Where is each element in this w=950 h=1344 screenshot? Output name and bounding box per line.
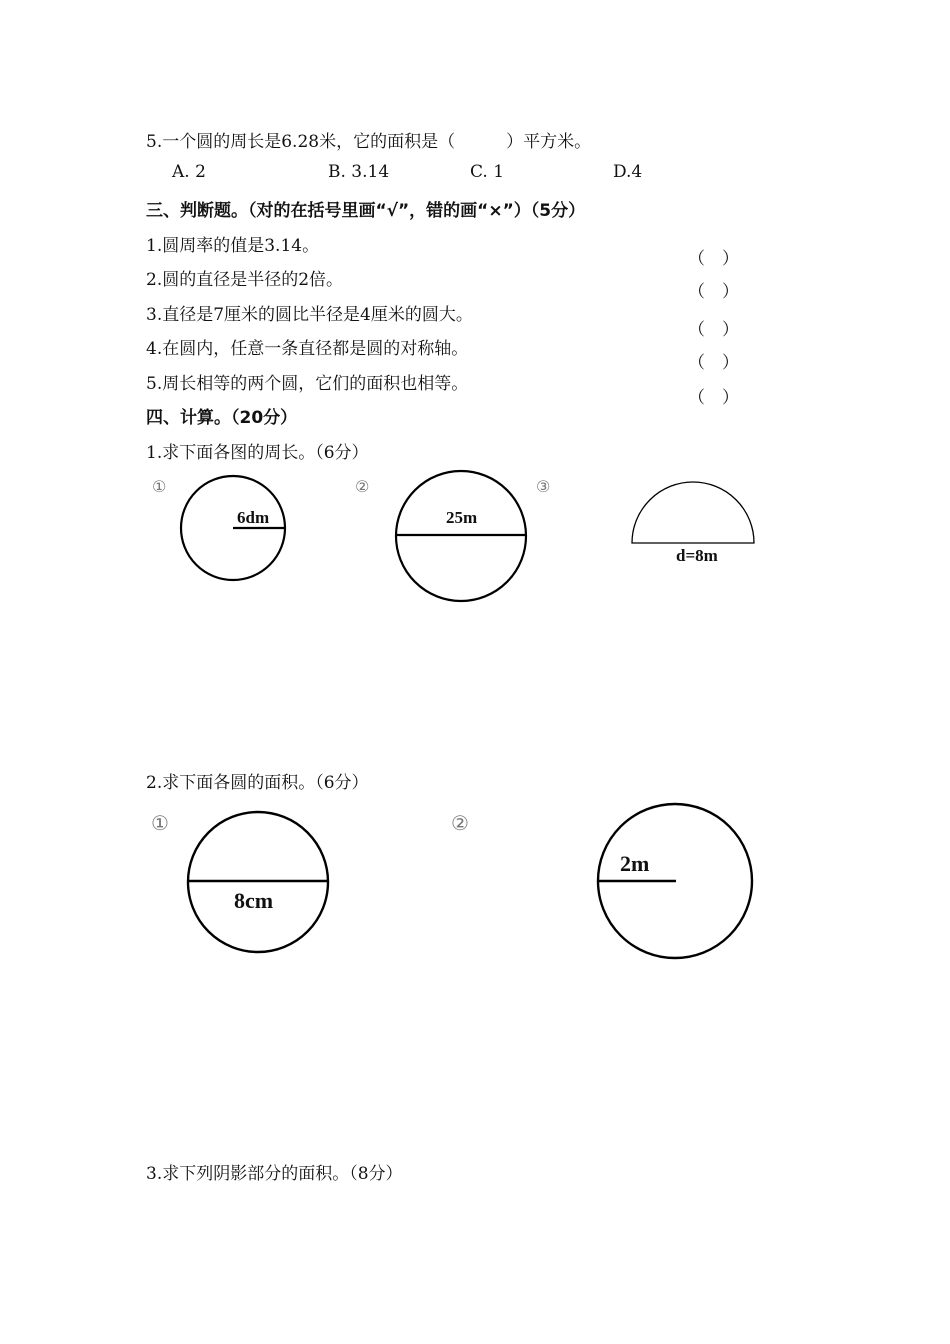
q1-title: 1.求下面各图的周长。（6分）	[146, 443, 369, 463]
option-c: C. 1	[470, 162, 505, 182]
answer-paren-2[interactable]: （ ）	[688, 282, 739, 302]
option-a: A. 2	[172, 162, 206, 182]
figure-number: ①	[151, 811, 169, 835]
diameter-label: 25m	[446, 508, 478, 527]
section4-heading: 四、计算。（20分）	[146, 408, 298, 428]
answer-paren-1[interactable]: （ ）	[688, 249, 739, 269]
figure-number: ②	[451, 811, 469, 835]
judge-item-5: 5.周长相等的两个圆，它们的面积也相等。	[146, 374, 469, 394]
answer-paren-3[interactable]: （ ）	[688, 320, 739, 340]
answer-paren-4[interactable]: （ ）	[688, 353, 739, 373]
q2-title: 2.求下面各圆的面积。（6分）	[146, 773, 369, 793]
answer-paren-5[interactable]: （ ）	[688, 388, 739, 408]
q3-title: 3.求下列阴影部分的面积。（8分）	[146, 1164, 403, 1184]
figure-number: ①	[152, 477, 167, 496]
radius-label: 6dm	[237, 508, 270, 527]
figure-number: ②	[355, 477, 370, 496]
judge-item-4: 4.在圆内，任意一条直径都是圆的对称轴。	[146, 339, 469, 359]
judge-item-3: 3.直径是7厘米的圆比半径是4厘米的圆大。	[146, 305, 473, 325]
semicircle-label: d=8m	[676, 546, 718, 565]
mc-question-text: 5.一个圆的周长是6.28米，它的面积是（ ）平方米。	[146, 132, 592, 152]
diameter-label: 8cm	[234, 888, 274, 913]
figure-number: ③	[536, 477, 551, 496]
option-d: D.4	[613, 162, 643, 182]
judge-item-1: 1.圆周率的值是3.14。	[146, 236, 320, 256]
option-b: B. 3.14	[328, 162, 390, 182]
section3-heading: 三、判断题。（对的在括号里画“√”，错的画“×”）（5分）	[146, 201, 586, 221]
radius-label: 2m	[620, 851, 650, 876]
judge-item-2: 2.圆的直径是半径的2倍。	[146, 270, 344, 290]
